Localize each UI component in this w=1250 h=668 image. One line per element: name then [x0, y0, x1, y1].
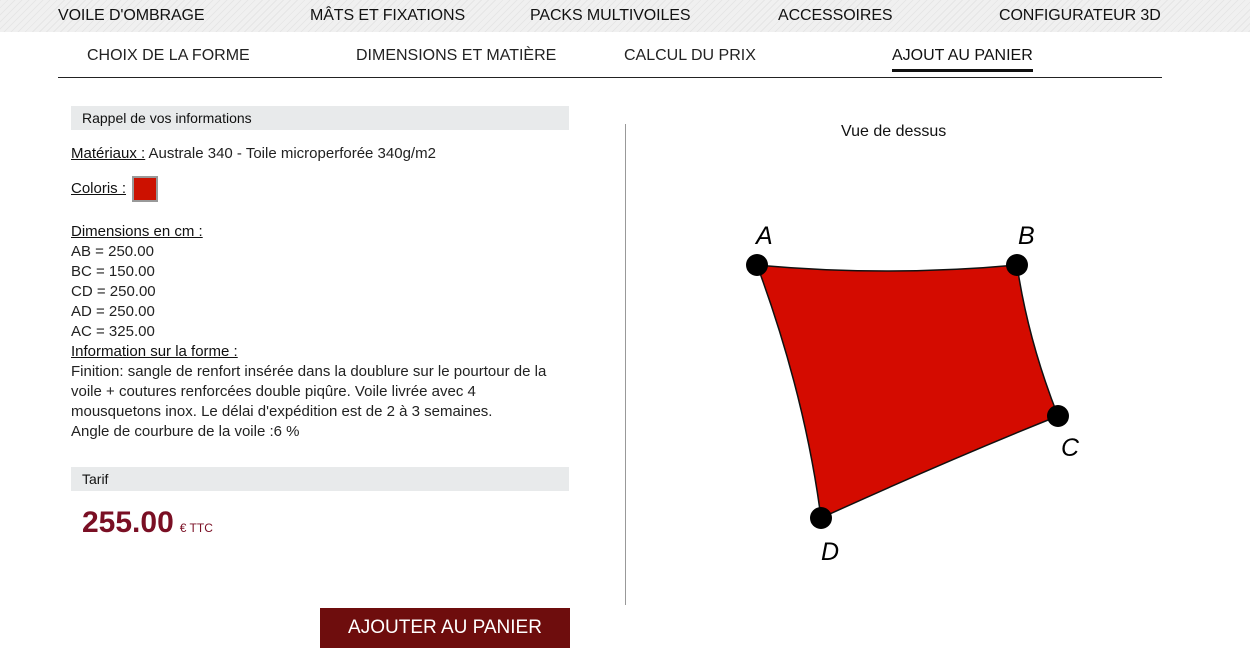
shape-info-text: Finition: sangle de renfort insérée dans la doublure sur le pourtour de la voile + coutures renforcées double piqûre. Voile livrée avec 4 mousquetons inox. Le délai d'expédition est de 2 à 3 semaines.: [71, 363, 547, 420]
label-a: A: [756, 222, 773, 250]
corner-d: [810, 507, 832, 529]
dimension-bc: BC = 150.00: [71, 263, 155, 280]
top-navigation: [0, 0, 1250, 32]
nav-configurateur-3d[interactable]: CONFIGURATEUR 3D: [999, 7, 1161, 24]
price-block: [82, 506, 569, 540]
sail-top-view: [700, 200, 1120, 580]
add-to-cart-button[interactable]: AJOUTER AU PANIER: [320, 608, 570, 648]
vertical-divider: [625, 124, 626, 605]
corner-c: [1047, 405, 1069, 427]
view-title: Vue de dessus: [841, 123, 947, 140]
dimension-ac: AC = 325.00: [71, 323, 155, 340]
material-value: Australe 340 - Toile microperforée 340g/m2: [148, 145, 436, 162]
step-choix-forme[interactable]: CHOIX DE LA FORME: [87, 47, 250, 64]
shape-info-label: Information sur la forme :: [71, 343, 238, 360]
material-label: Matériaux :: [71, 145, 146, 162]
nav-packs-multivoiles[interactable]: PACKS MULTIVOILES: [530, 7, 691, 24]
nav-mats-fixations[interactable]: MÂTS ET FIXATIONS: [310, 7, 466, 24]
sail-shape: [757, 265, 1058, 518]
dimension-ad: AD = 250.00: [71, 303, 155, 320]
dimension-cd: CD = 250.00: [71, 283, 156, 300]
configurator-steps: [58, 33, 1162, 78]
color-row: [71, 174, 569, 204]
step-calcul-prix[interactable]: CALCUL DU PRIX: [624, 47, 756, 64]
dimension-ab: AB = 250.00: [71, 243, 154, 260]
dimensions-label: Dimensions en cm :: [71, 223, 203, 240]
label-b: B: [1018, 222, 1035, 250]
dimensions-block: [71, 222, 569, 442]
curvature-text: Angle de courbure de la voile :6 %: [71, 423, 300, 440]
material-row: [71, 144, 569, 164]
nav-accessoires[interactable]: ACCESSOIRES: [778, 7, 893, 24]
price-amount: 255.00: [82, 506, 174, 539]
label-c: C: [1061, 434, 1080, 462]
nav-voile-ombrage[interactable]: VOILE D'OMBRAGE: [58, 7, 205, 24]
color-label: Coloris :: [71, 180, 127, 197]
recap-panel: [71, 106, 569, 540]
tarif-header: Tarif: [71, 467, 569, 491]
step-ajout-panier[interactable]: AJOUT AU PANIER: [892, 47, 1033, 72]
price-unit: € TTC: [179, 521, 213, 535]
recap-header: Rappel de vos informations: [71, 106, 569, 130]
step-dimensions-matiere[interactable]: DIMENSIONS ET MATIÈRE: [356, 47, 557, 64]
corner-b: [1006, 254, 1028, 276]
corner-a: [746, 254, 768, 276]
color-swatch: [132, 176, 158, 202]
label-d: D: [821, 538, 840, 566]
